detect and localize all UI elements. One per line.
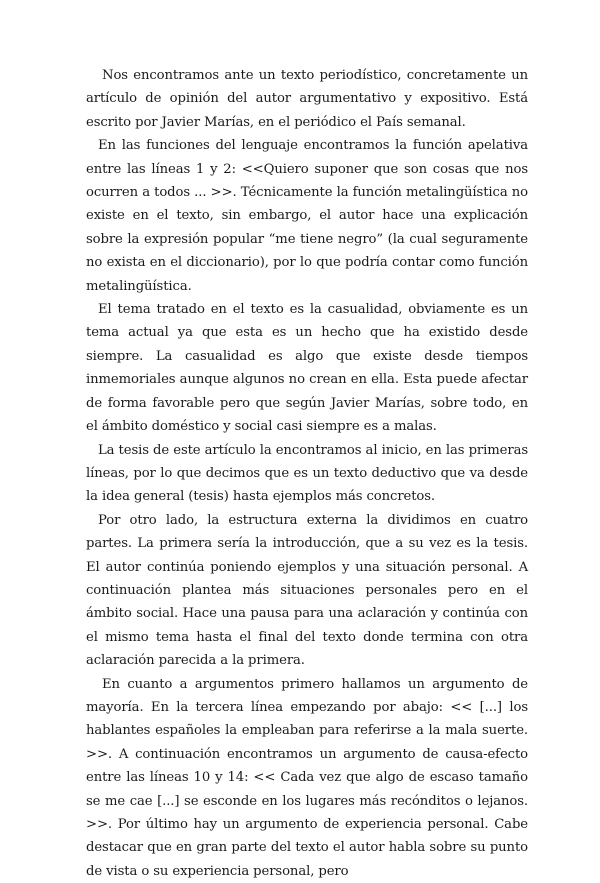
paragraph-thesis: La tesis de este artículo la encontramos al inicio, en las primeras líneas, por lo que decimos que es un texto deductivo que va desde la idea general (tesis) hasta ejemplos más concretos. <box>86 442 528 505</box>
paragraph-external-structure: Por otro lado, la estructura externa la dividimos en cuatro partes. La primera sería la introducción, que a su vez es la tesis. El autor continúa poniendo ejemplos y una situación personal. A continuación plantea más situaciones personales pero en el ámbito social. Hace una pausa para una aclaración y continúa con el mismo tema hasta el final del texto donde termina con otra aclaración parecida a la primera. <box>86 512 528 669</box>
paragraph-introduction: Nos encontramos ante un texto periodístico, concretamente un artículo de opinión del autor argumentativo y expositivo. Está escrito por Javier Marías, en el periódico el País semanal. <box>86 68 528 130</box>
paragraph-language-functions: En las funciones del lenguaje encontramos la función apelativa entre las líneas 1 y 2: <<Quiero suponer que son cosas que nos ocurren a todos ... >>. Técnicamente la función metalingüística no existe en el texto, sin embargo, el autor hace una explicación sobre la expresión popular “me tiene negro” (la cual seguramente no exista en el diccionario), por lo que podría contar como función metalingüística. <box>86 138 528 294</box>
paragraph-arguments: En cuanto a argumentos primero hallamos un argumento de mayoría. En la tercera línea empezando por abajo: << [...] los hablantes españoles la empleaban para referirse a la mala suerte. >>. A continuación encontramos un argumento de causa-efecto entre las líneas 10 y 14: << Cada vez que algo de escaso tamaño se me cae [...] se esconde en los lugares más recónditos o lejanos. >>. Por último hay un argumento de experiencia personal. Cabe destacar que en gran parte del texto el autor habla sobre su punto de vista o su experiencia personal, pero <box>86 676 528 879</box>
paragraph-theme: El tema tratado en el texto es la casualidad, obviamente es un tema actual ya que esta es un hecho que ha existido desde siempre. La casualidad es algo que existe desde tiempos inmemoriales aunque algunos no crean en ella. Esta puede afectar de forma favorable pero que según Javier Marías, sobre todo, en el ámbito doméstico y social casi siempre es a malas. <box>86 302 528 435</box>
